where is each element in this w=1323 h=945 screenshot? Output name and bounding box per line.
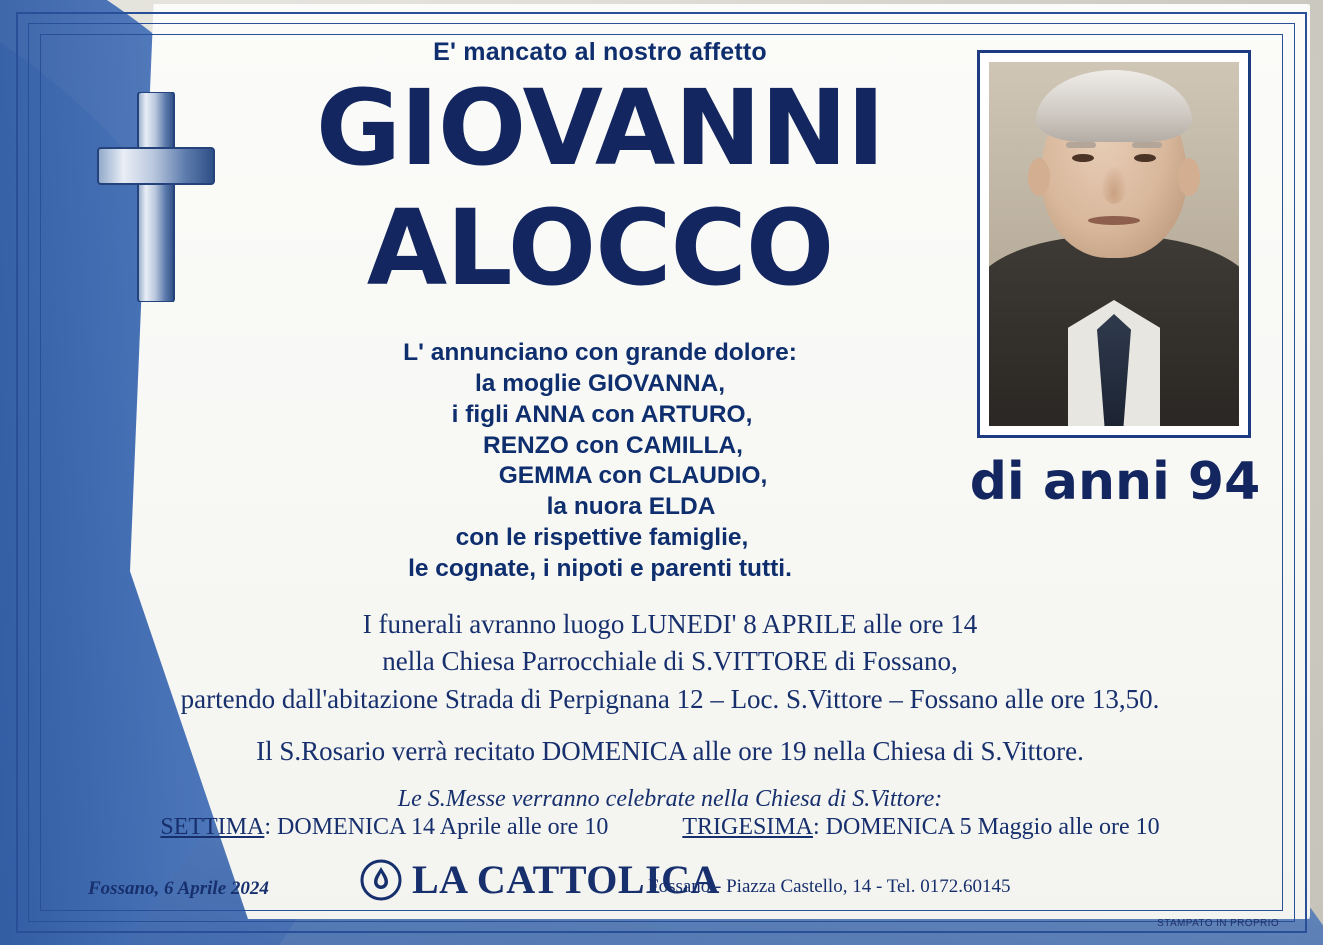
mourners-heading: L' annunciano con grande dolore: <box>403 339 797 366</box>
intro-line: E' mancato al nostro affetto <box>433 38 767 66</box>
settima-entry <box>160 814 608 841</box>
photo-ear-right <box>1178 158 1200 196</box>
funeral-details <box>50 606 1290 718</box>
trigesima-label: TRIGESIMA <box>682 814 813 840</box>
mourner-line-3: RENZO con CAMILLA, <box>483 431 743 459</box>
photo-nose <box>1101 166 1127 204</box>
photo-brow-left <box>1066 142 1096 148</box>
agency-address: Fossano - Piazza Castello, 14 - Tel. 0172.60145 <box>648 876 1011 897</box>
photo-eye-right <box>1134 154 1156 162</box>
mourner-line-6: con le rispettive famiglie, <box>455 524 749 552</box>
settima-label: SETTIMA <box>160 814 265 840</box>
agency-name: LA CATTOLICA <box>412 857 720 902</box>
mourner-line-7: le cognate, i nipoti e parenti tutti. <box>408 555 792 583</box>
photo-mouth <box>1088 216 1140 225</box>
settima-value: : DOMENICA 14 Aprile alle ore 10 <box>264 814 609 840</box>
photo-eye-left <box>1072 154 1094 162</box>
flame-emblem-icon <box>360 859 402 901</box>
deceased-photo-frame <box>977 50 1251 438</box>
trigesima-entry <box>682 814 1159 841</box>
funeral-line-2: nella Chiesa Parrocchiale di S.VITTORE di Fossano, <box>382 646 958 677</box>
masses-row <box>40 814 1280 841</box>
mourners-block <box>230 338 970 585</box>
rosary-line: Il S.Rosario verrà recitato DOMENICA alle ore 19 nella Chiesa di S.Vittore. <box>256 736 1084 766</box>
photo-ear-left <box>1028 158 1050 196</box>
mourner-line-4: GEMMA con CLAUDIO, <box>498 462 768 490</box>
mourner-line-2: i figli ANNA con ARTURO, <box>451 400 753 428</box>
photo-brow-right <box>1132 142 1162 148</box>
deceased-first-name: GIOVANNI <box>315 67 885 189</box>
place-and-date: Fossano, 6 Aprile 2024 <box>88 878 269 899</box>
mourner-line-5: la nuora ELDA <box>546 493 716 521</box>
trigesima-value: : DOMENICA 5 Maggio alle ore 10 <box>813 814 1160 840</box>
deceased-photo <box>989 62 1239 426</box>
age-text: di anni 94 <box>969 452 1261 512</box>
masses-title: Le S.Messe verranno celebrate nella Chiesa di S.Vittore: <box>397 786 943 812</box>
mourner-line-1: la moglie GIOVANNA, <box>474 369 726 397</box>
funeral-line-3: partendo dall'abitazione Strada di Perpignana 12 – Loc. S.Vittore – Fossano alle ore 13,50. <box>180 683 1160 714</box>
printed-note: STAMPATO IN PROPRIO <box>1157 918 1279 929</box>
photo-hair <box>1036 70 1192 142</box>
funeral-line-1: I funerali avranno luogo LUNEDI' 8 APRILE alle ore 14 <box>362 609 978 639</box>
deceased-last-name: ALOCCO <box>366 187 834 309</box>
